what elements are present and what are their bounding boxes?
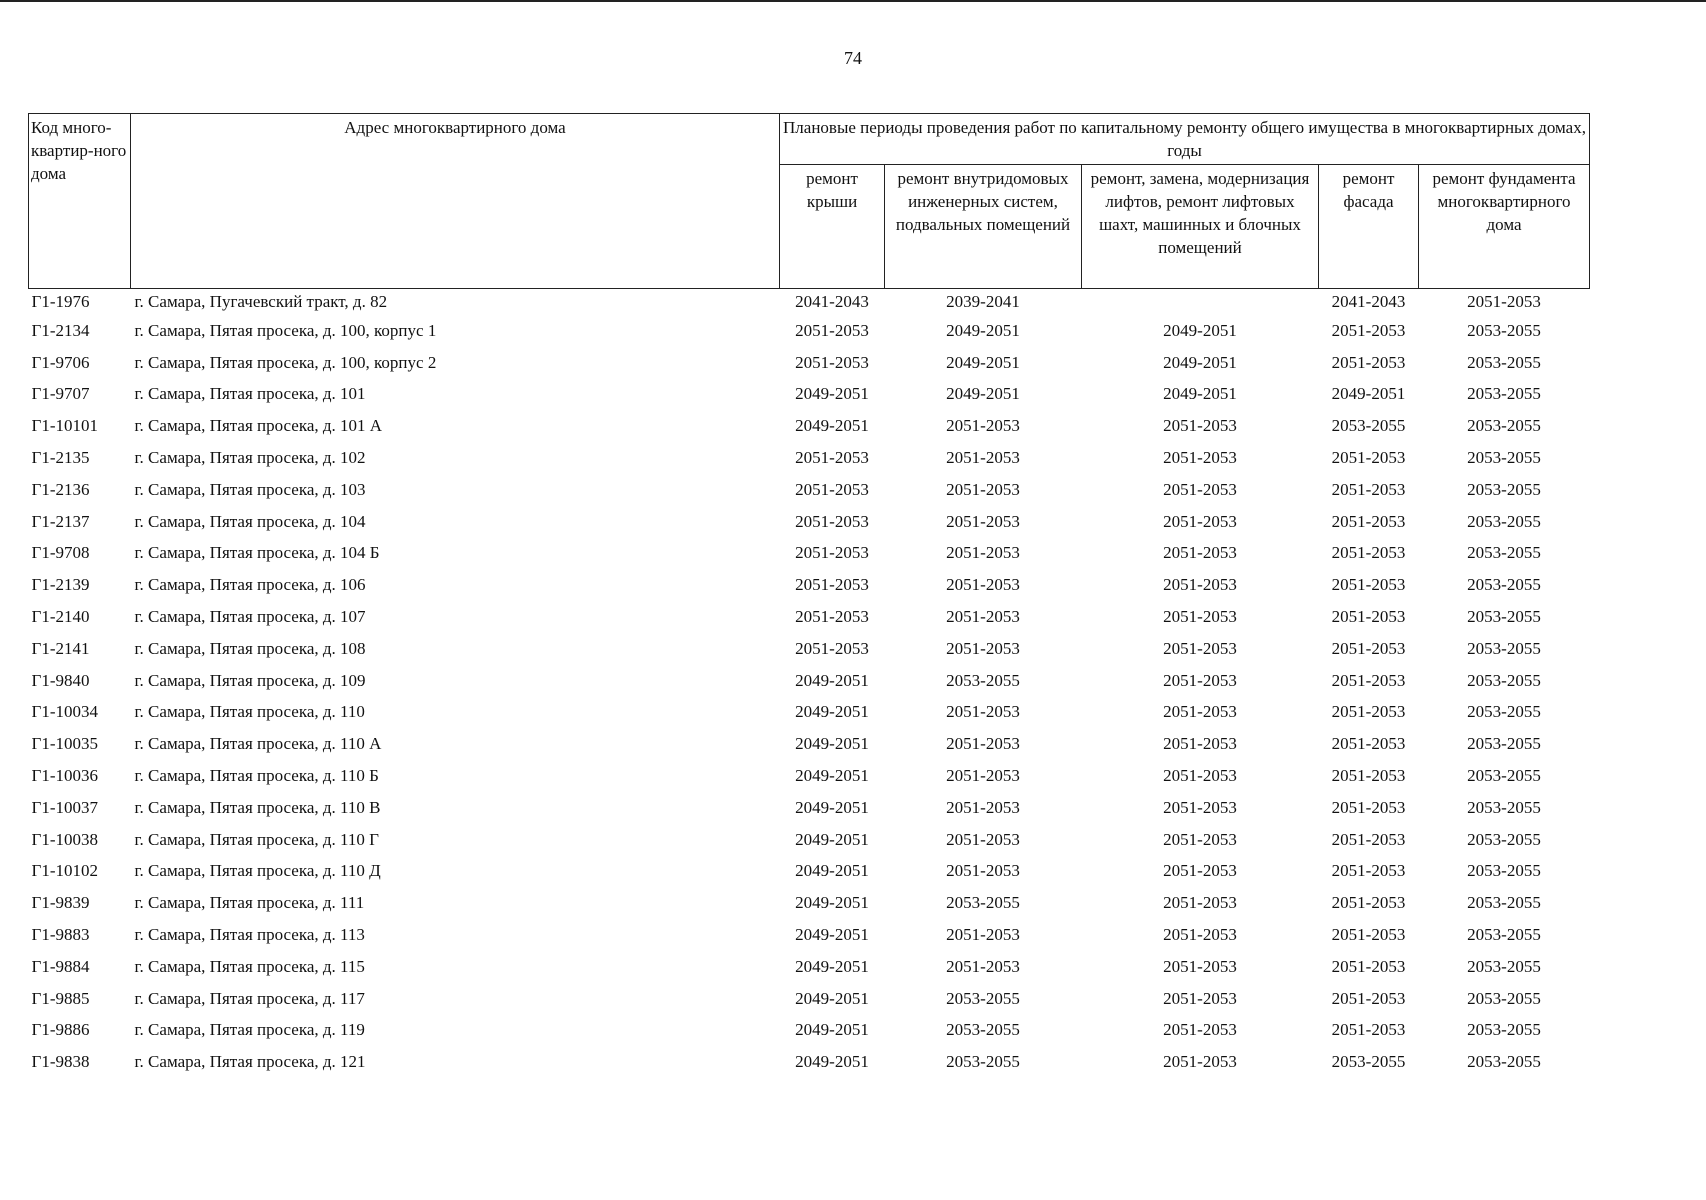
cell-foundation: 2053-2055 [1467,607,1541,627]
cell-facade: 2051-2053 [1331,734,1406,754]
cell-systems: 2051-2053 [946,511,1020,531]
cell-code: Г1-9885 [31,988,90,1008]
cell-foundation: 2051-2053 [1467,292,1541,311]
cell-address: г. Самара, Пятая просека, д. 110 Д [134,861,381,881]
cell-facade: 2051-2053 [1331,1020,1406,1040]
cell-code: Г1-10036 [31,766,98,786]
cell-roof: 2049-2051 [795,956,869,976]
table-row [29,633,1590,665]
cell-roof: 2051-2053 [795,352,869,372]
cell-code: Г1-10035 [31,734,98,754]
header-elevators: ремонт, замена, модернизация лифтов, ремонт лифтовых шахт, машинных и блочных помещений [1082,165,1319,289]
cell-systems: 2053-2055 [946,988,1020,1008]
cell-roof: 2049-2051 [795,702,869,722]
cell-foundation: 2053-2055 [1467,797,1541,817]
cell-roof: 2049-2051 [795,925,869,945]
cell-code: Г1-9884 [31,956,90,976]
cell-code: Г1-10037 [31,797,98,817]
header-systems: ремонт внутридомовых инженерных систем, подвальных помещений [885,165,1082,289]
cell-facade: 2051-2053 [1331,352,1406,372]
cell-address: г. Самара, Пятая просека, д. 110 В [134,797,381,817]
cell-address: г. Самара, Пятая просека, д. 110 А [134,734,382,754]
cell-systems: 2051-2053 [946,925,1020,945]
table-row [29,315,1590,347]
cell-elevators: 2051-2053 [1163,1020,1237,1040]
cell-systems: 2051-2053 [946,702,1020,722]
cell-roof: 2051-2053 [795,607,869,627]
cell-elevators: 2051-2053 [1163,766,1237,786]
cell-roof: 2049-2051 [795,734,869,754]
cell-systems: 2053-2055 [946,1052,1020,1072]
cell-code: Г1-9707 [31,384,90,404]
cell-foundation: 2053-2055 [1467,448,1541,468]
cell-address: г. Самара, Пятая просека, д. 101 А [134,416,383,436]
cell-elevators: 2051-2053 [1163,734,1237,754]
cell-roof: 2041-2043 [795,292,869,311]
table-row [29,569,1590,601]
cell-code: Г1-9706 [31,352,90,372]
cell-foundation: 2053-2055 [1467,861,1541,881]
cell-code: Г1-10101 [31,416,98,436]
table-row [29,665,1590,697]
cell-address: г. Самара, Пятая просека, д. 100, корпус 1 [134,320,437,340]
cell-systems: 2051-2053 [946,543,1020,563]
cell-facade: 2051-2053 [1331,829,1406,849]
cell-address: г. Самара, Пятая просека, д. 110 Б [134,766,379,786]
cell-elevators: 2051-2053 [1163,861,1237,881]
cell-roof: 2049-2051 [795,861,869,881]
cell-systems: 2051-2053 [946,861,1020,881]
table-row [29,347,1590,379]
page-top-border [0,0,1706,2]
cell-elevators: 2049-2051 [1163,352,1237,372]
cell-roof: 2051-2053 [795,448,869,468]
cell-foundation: 2053-2055 [1467,638,1541,658]
cell-foundation: 2053-2055 [1467,320,1541,340]
table-row [29,474,1590,506]
table-row [29,887,1590,919]
cell-facade: 2051-2053 [1331,702,1406,722]
cell-address: г. Самара, Пятая просека, д. 121 [134,1052,366,1072]
cell-code: Г1-9839 [31,893,90,913]
cell-address: г. Самара, Пятая просека, д. 100, корпус 2 [134,352,437,372]
cell-address: г. Самара, Пятая просека, д. 102 [134,448,366,468]
cell-foundation: 2053-2055 [1467,543,1541,563]
cell-address: г. Самара, Пятая просека, д. 113 [134,925,365,945]
cell-facade: 2049-2051 [1331,384,1406,404]
cell-code: Г1-9883 [31,925,90,945]
cell-elevators: 2051-2053 [1163,575,1237,595]
cell-address: г. Самара, Пятая просека, д. 106 [134,575,366,595]
cell-elevators: 2051-2053 [1163,511,1237,531]
cell-systems: 2051-2053 [946,575,1020,595]
cell-roof: 2051-2053 [795,320,869,340]
cell-facade: 2051-2053 [1331,543,1406,563]
cell-foundation: 2053-2055 [1467,829,1541,849]
cell-systems: 2049-2051 [946,384,1020,404]
cell-roof: 2051-2053 [795,479,869,499]
cell-elevators: 2051-2053 [1163,829,1237,849]
cell-elevators [1082,289,1319,316]
table-row [29,951,1590,983]
cell-roof: 2051-2053 [795,543,869,563]
cell-facade: 2051-2053 [1331,766,1406,786]
cell-code: Г1-2137 [31,511,90,531]
cell-systems: 2053-2055 [946,670,1020,690]
cell-systems: 2051-2053 [946,797,1020,817]
header-code: Код много-квартир-ного дома [29,114,131,289]
cell-facade: 2051-2053 [1331,511,1406,531]
cell-elevators: 2051-2053 [1163,797,1237,817]
cell-systems: 2053-2055 [946,893,1020,913]
cell-systems: 2053-2055 [946,1020,1020,1040]
cell-elevators: 2051-2053 [1163,1052,1237,1072]
cell-code: Г1-9840 [31,670,90,690]
table-row [29,983,1590,1015]
cell-systems: 2051-2053 [946,416,1020,436]
header-address: Адрес многоквартирного дома [131,114,780,289]
cell-address: г. Самара, Пятая просека, д. 111 [134,893,365,913]
cell-facade: 2051-2053 [1331,575,1406,595]
cell-code: Г1-2139 [31,575,90,595]
cell-address: г. Самара, Пятая просека, д. 104 [134,511,366,531]
cell-foundation: 2053-2055 [1467,511,1541,531]
cell-foundation: 2053-2055 [1467,352,1541,372]
cell-facade: 2051-2053 [1331,638,1406,658]
cell-roof: 2049-2051 [795,797,869,817]
cell-systems: 2049-2051 [946,320,1020,340]
cell-systems: 2051-2053 [946,448,1020,468]
cell-code: Г1-2136 [31,479,90,499]
cell-elevators: 2049-2051 [1163,320,1237,340]
cell-roof: 2049-2051 [795,670,869,690]
cell-elevators: 2051-2053 [1163,416,1237,436]
cell-foundation: 2053-2055 [1467,575,1541,595]
table-body [29,289,1590,1079]
table-row [29,919,1590,951]
page-number: 74 [844,48,862,68]
cell-roof: 2049-2051 [795,416,869,436]
cell-facade: 2051-2053 [1331,320,1406,340]
cell-elevators: 2051-2053 [1163,638,1237,658]
cell-elevators: 2051-2053 [1163,925,1237,945]
cell-address: г. Самара, Пятая просека, д. 110 [134,702,365,722]
cell-facade: 2051-2053 [1331,861,1406,881]
table-row [29,856,1590,888]
cell-systems: 2051-2053 [946,956,1020,976]
cell-facade: 2051-2053 [1331,988,1406,1008]
cell-roof: 2049-2051 [795,1020,869,1040]
cell-systems: 2051-2053 [946,479,1020,499]
cell-roof: 2051-2053 [795,638,869,658]
cell-facade: 2051-2053 [1331,893,1406,913]
cell-address: г. Самара, Пятая просека, д. 104 Б [134,543,380,563]
table-row [29,506,1590,538]
cell-facade: 2051-2053 [1331,607,1406,627]
cell-foundation: 2053-2055 [1467,893,1541,913]
cell-foundation: 2053-2055 [1467,479,1541,499]
cell-elevators: 2051-2053 [1163,479,1237,499]
cell-address: г. Самара, Пятая просека, д. 109 [134,670,366,690]
cell-foundation: 2053-2055 [1467,384,1541,404]
cell-facade: 2053-2055 [1331,416,1406,436]
cell-elevators: 2051-2053 [1163,956,1237,976]
cell-systems: 2051-2053 [946,734,1020,754]
cell-code: Г1-9838 [31,1052,90,1072]
table-header [29,114,1590,289]
cell-roof: 2049-2051 [795,829,869,849]
table-row [29,760,1590,792]
cell-foundation: 2053-2055 [1467,702,1541,722]
cell-address: г. Самара, Пятая просека, д. 110 Г [134,829,379,849]
cell-systems: 2051-2053 [946,829,1020,849]
cell-systems: 2051-2053 [946,607,1020,627]
cell-foundation: 2053-2055 [1467,670,1541,690]
cell-facade: 2053-2055 [1331,1052,1406,1072]
cell-code: Г1-2141 [31,638,90,658]
cell-foundation: 2053-2055 [1467,416,1541,436]
cell-foundation: 2053-2055 [1467,1020,1541,1040]
cell-elevators: 2051-2053 [1163,988,1237,1008]
cell-address: г. Самара, Пятая просека, д. 117 [134,988,365,1008]
table-row [29,697,1590,729]
cell-foundation: 2053-2055 [1467,988,1541,1008]
cell-code: Г1-9886 [31,1020,90,1040]
cell-code: Г1-10102 [31,861,98,881]
cell-address: г. Самара, Пятая просека, д. 101 [134,384,366,404]
cell-elevators: 2051-2053 [1163,543,1237,563]
table-row [29,289,1590,316]
cell-foundation: 2053-2055 [1467,766,1541,786]
cell-elevators: 2051-2053 [1163,670,1237,690]
cell-elevators: 2051-2053 [1163,702,1237,722]
table-row [29,379,1590,411]
cell-systems: 2051-2053 [946,638,1020,658]
cell-roof: 2049-2051 [795,988,869,1008]
table-row [29,728,1590,760]
cell-facade: 2051-2053 [1331,797,1406,817]
cell-code: Г1-1976 [31,292,90,311]
header-foundation: ремонт фундамента многоквартирного дома [1419,165,1590,289]
cell-code: Г1-10034 [31,702,98,722]
cell-roof: 2051-2053 [795,511,869,531]
cell-foundation: 2053-2055 [1467,1052,1541,1072]
table-row [29,1046,1590,1078]
cell-address: г. Самара, Пятая просека, д. 108 [134,638,366,658]
cell-foundation: 2053-2055 [1467,925,1541,945]
cell-address: г. Самара, Пугачевский тракт, д. 82 [134,292,388,311]
header-periods: Плановые периоды проведения работ по капитальному ремонту общего имущества в многоквартирных домах, годы [780,114,1590,165]
cell-facade: 2041-2043 [1331,292,1406,311]
table-row [29,1015,1590,1047]
header-roof: ремонт крыши [780,165,885,289]
table-row [29,792,1590,824]
cell-facade: 2051-2053 [1331,670,1406,690]
cell-address: г. Самара, Пятая просека, д. 103 [134,479,366,499]
table-row [29,410,1590,442]
cell-address: г. Самара, Пятая просека, д. 107 [134,607,366,627]
cell-address: г. Самара, Пятая просека, д. 119 [134,1020,365,1040]
cell-code: Г1-10038 [31,829,98,849]
cell-foundation: 2053-2055 [1467,734,1541,754]
cell-foundation: 2053-2055 [1467,956,1541,976]
cell-roof: 2049-2051 [795,893,869,913]
cell-systems: 2039-2041 [946,292,1020,311]
table-row [29,538,1590,570]
cell-code: Г1-9708 [31,543,90,563]
cell-systems: 2051-2053 [946,766,1020,786]
cell-address: г. Самара, Пятая просека, д. 115 [134,956,365,976]
cell-elevators: 2051-2053 [1163,607,1237,627]
capital-repair-table [28,113,1590,1078]
cell-elevators: 2051-2053 [1163,893,1237,913]
cell-roof: 2049-2051 [795,1052,869,1072]
table-row [29,601,1590,633]
cell-elevators: 2051-2053 [1163,448,1237,468]
cell-facade: 2051-2053 [1331,925,1406,945]
table-row [29,824,1590,856]
cell-roof: 2051-2053 [795,575,869,595]
cell-code: Г1-2134 [31,320,90,340]
cell-systems: 2049-2051 [946,352,1020,372]
cell-facade: 2051-2053 [1331,956,1406,976]
cell-code: Г1-2140 [31,607,90,627]
cell-roof: 2049-2051 [795,384,869,404]
cell-elevators: 2049-2051 [1163,384,1237,404]
header-facade: ремонт фасада [1319,165,1419,289]
cell-roof: 2049-2051 [795,766,869,786]
table-row [29,442,1590,474]
cell-facade: 2051-2053 [1331,479,1406,499]
cell-facade: 2051-2053 [1331,448,1406,468]
cell-code: Г1-2135 [31,448,90,468]
